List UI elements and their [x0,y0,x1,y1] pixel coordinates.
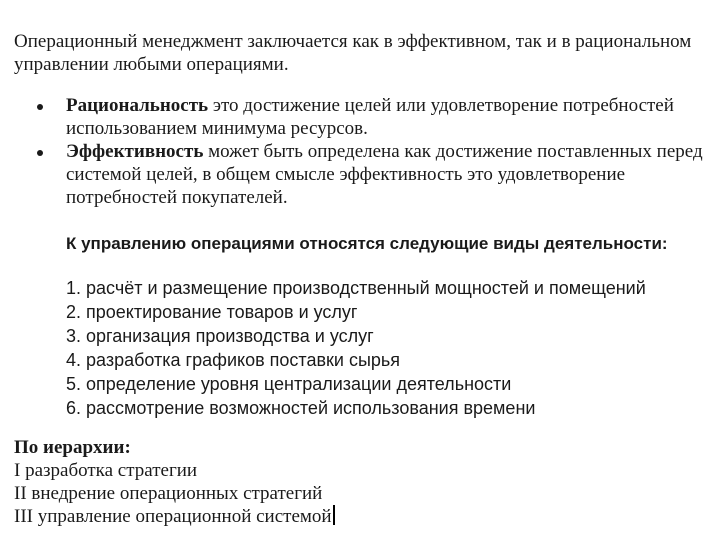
activities-list [66,276,646,420]
activities-heading: К управлению операциями относятся следующие виды деятельности: [66,234,668,253]
definitions-list [0,94,720,209]
hierarchy-section [14,436,335,528]
hierarchy-item-text: III управление операционной системой [14,506,332,527]
hierarchy-item: II внедрение операционных стратегий [14,483,323,504]
definition-text: может быть определена как достижение поставленных перед системой целей, в общем смысле эффективность это удовлетворение потребностей покупателей. [66,141,703,208]
bullet-icon [37,104,43,110]
definition-text: это достижение целей или удовлетворение потребностей использованием минимума ресурсов. [66,95,674,139]
definition-term: Эффективность [66,141,204,162]
hierarchy-item-last[interactable] [14,505,335,528]
list-item: 1. расчёт и размещение производственный мощностей и помещений [66,278,646,298]
list-item: 4. разработка графиков поставки сырья [66,350,401,370]
definition-term: Рациональность [66,95,209,116]
text-cursor [333,505,335,525]
definition-item-rationality [0,94,706,140]
list-item: 5. определение уровня централизации деятельности [66,374,512,394]
list-item: 2. проектирование товаров и услуг [66,302,358,322]
list-item: 6. рассмотрение возможностей использования времени [66,398,536,418]
hierarchy-title: По иерархии: [14,437,131,458]
hierarchy-item: I разработка стратегии [14,460,198,481]
list-item: 3. организация производства и услуг [66,326,374,346]
bullet-icon [37,150,43,156]
definition-item-effectiveness [0,140,706,209]
intro-paragraph: Операционный менеджмент заключается как в эффективном, так и в рациональном управлении любыми операциями. [14,31,692,75]
